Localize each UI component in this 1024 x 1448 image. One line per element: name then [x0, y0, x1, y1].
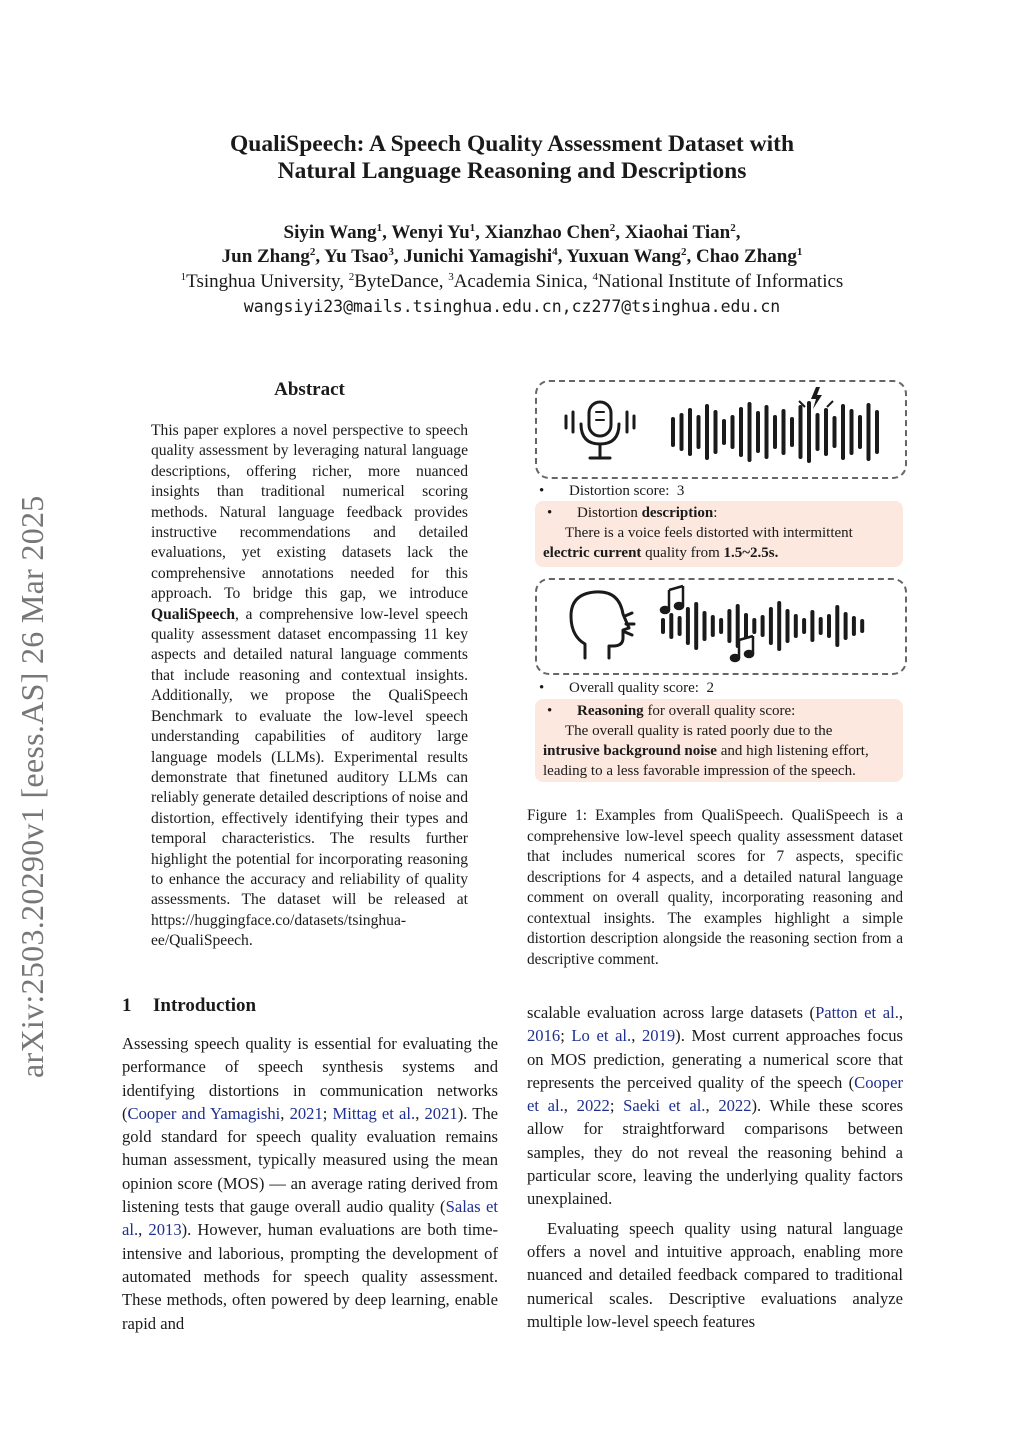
figure-caption: Figure 1: Examples from QualiSpeech. QualiSpeech is a comprehensive low-level speech quality assessment dataset that includes numerical scores for 7 aspects, specific descriptions for 4 aspects, and a detailed natural language comment on overall quality, incorporating reasoning and contextual insights. The examples highlight a simple distortion description alongside the reasoning section from a descriptive comment.	[527, 807, 903, 968]
distortion-illustration	[537, 382, 905, 477]
waveform-bars	[663, 603, 862, 649]
section-heading-introduction	[122, 995, 256, 1017]
author-affiliation: 2	[730, 222, 736, 234]
author-name: Wenyi Yu	[391, 222, 470, 243]
body-text: ). Most current approaches focus on MOS prediction, generating a numerical score that represents the perceived quality of the speech (	[527, 1026, 904, 1092]
overall-score-label: Overall quality score:	[569, 680, 699, 696]
section-title: Introduction	[153, 995, 257, 1016]
author-line-1: Siyin Wang$^1$, Wenyi Yu$^1$, Xianzhao Chen$^2$, Xiaohai Tian$^2$,	[283, 222, 741, 243]
bullet-icon: •	[539, 680, 545, 696]
contact-email[interactable]: wangsiyi23@mails.tsinghua.edu.cn,cz277@tsinghua.edu.cn	[243, 297, 781, 316]
distortion-score-item	[527, 481, 903, 501]
reasoning-suffix: for overall quality score:	[643, 703, 796, 719]
reasoning-line-1: The overall quality is rated poorly due to the	[565, 723, 833, 739]
reasoning-text: and high listening effort,	[716, 743, 869, 759]
citation-link[interactable]: Salas et al.	[122, 1197, 499, 1240]
lightning-icon	[799, 387, 833, 409]
distortion-description-header	[543, 503, 895, 523]
description-suffix: :	[713, 505, 718, 521]
distortion-keyword: electric current	[543, 545, 642, 561]
body-text: Assessing speech quality is essential for evaluating the performance of speech synthesis systems and identifying distortions in communication networks (	[122, 1034, 498, 1123]
intro-right-column	[527, 1001, 903, 1333]
author-name: Junichi Yamagishi	[403, 246, 553, 267]
body-text: ). While these scores allow for straightforward comparisons between samples, they do not reveal the reasoning behind a particular score, leaving the underlying quality factors unexplained.	[527, 1096, 904, 1209]
reasoning-header	[543, 701, 895, 721]
abstract-heading: Abstract	[274, 379, 345, 400]
author-line-2: Jun Zhang$^2$, Yu Tsao$^3$, Junichi Yamagishi$^4$, Yuxuan Wang$^2$, Chao Zhang$^1$	[221, 246, 803, 267]
citation-year-link[interactable]: 2022	[718, 1096, 752, 1116]
distortion-description-box	[535, 501, 903, 567]
reasoning-box	[535, 699, 903, 782]
author-affiliation: 1	[469, 222, 476, 234]
author-affiliation: 2	[681, 246, 687, 258]
overall-score-value: 2	[706, 680, 714, 696]
intro-left-column: Assessing speech quality is essential for evaluating the performance of speech synthesis systems and identifying distortions in communication networks (Cooper and Yamagishi, 2021; Mittag et al., 2021). The gold standard for speech quality evaluation remains human assessment, typically measured using the mean opinion score (MOS) — an average rating derived from listening tests that gauge overall audio quality (Salas et al., 2013). However, human evaluations are both time-intensive and laborious, prompting the development of automated methods for speech quality assessment. These methods, often powered by deep learning, enable rapid and	[122, 1034, 499, 1333]
author-name: Xianzhao Chen	[484, 222, 610, 243]
paragraph: scalable evaluation across large datasets (Patton et al., 2016; Lo et al., 2019). Most current approaches focus on MOS prediction, generating a numerical score that represents the perceived quality of the speech (Cooper et al., 2022; Saeki et al., 2022). While these scores allow for straightforward comparisons between samples, they do not reveal the reasoning behind a particular score, leaving the underlying quality factors unexplained.	[527, 1003, 904, 1209]
waveform-bars	[673, 403, 877, 461]
citation-link[interactable]: Mittag et al.	[332, 1103, 416, 1123]
author-name: Xiaohai Tian	[624, 222, 731, 243]
affiliation-name: Academia Sinica	[453, 271, 583, 292]
bullet-icon: •	[539, 483, 545, 499]
music-note-icon	[661, 586, 683, 613]
author-affiliation: 4	[552, 246, 558, 258]
citation-year-link[interactable]: 2021	[289, 1103, 323, 1123]
distortion-score-value: 3	[676, 483, 685, 499]
reasoning-keyword: Reasoning	[577, 703, 644, 719]
author-affiliation: 1	[796, 246, 803, 258]
microphone-icon	[566, 402, 634, 458]
section-number: 1	[122, 995, 132, 1016]
abstract-text: This paper explores a novel perspective to speech quality assessment by leveraging natural language descriptions, offering richer, more nuanced insights than traditional numerical scoring methods. Natural language feedback provides instructive recommendations and detailed evaluations, yet existing datasets lack the comprehensive annotations needed for this approach. To bridge this gap, we introduce	[151, 422, 468, 603]
bullet-icon: •	[547, 703, 553, 719]
dataset-name: QualiSpeech	[151, 605, 236, 623]
distortion-score-label: Distortion score:	[569, 483, 670, 499]
author-name: Yuxuan Wang	[566, 246, 682, 267]
citation-year-link[interactable]: 2022	[576, 1096, 610, 1116]
distortion-text-line-1: There is a voice feels distorted with intermittent	[565, 525, 853, 541]
description-keyword: description	[641, 505, 714, 521]
author-name: Siyin Wang	[283, 222, 377, 243]
citation-year-link[interactable]: 2021	[424, 1103, 458, 1123]
arxiv-identifier: arXiv:2503.20290v1 [eess.AS] 26 Mar 2025	[14, 495, 50, 1078]
paragraph: Evaluating speech quality using natural language offers a novel and intuitive approach, enabling more nuanced and detailed feedback compared to traditional numerical scales. Descriptive evaluations analyze multiple low-level speech features	[527, 1218, 903, 1331]
citation-link[interactable]: Patton et al.	[815, 1003, 899, 1022]
reasoning-line-3: leading to a less favorable impression of the speech.	[543, 763, 856, 779]
citation-year-link[interactable]: 2013	[148, 1220, 182, 1240]
body-text: scalable evaluation across large datasets (	[527, 1003, 816, 1022]
citation-year-link[interactable]: 2019	[641, 1026, 676, 1046]
citation-link[interactable]: Lo et al.	[571, 1026, 632, 1046]
author-affiliation: 2	[609, 222, 616, 234]
affiliation-number: 3	[448, 271, 454, 283]
affiliation-number: 1	[180, 271, 187, 283]
affiliations: $^1$Tsinghua University, $^2$ByteDance, $^3$Academia Sinica, $^4$National Institute of Informatics	[180, 271, 844, 292]
body-text: ). However, human evaluations are both time-intensive and laborious, prompting the development of automated methods for speech quality assessment. These methods, often powered by deep learning, enable rapid and	[122, 1220, 498, 1333]
citation-link[interactable]: Cooper and Yamagishi	[127, 1103, 281, 1123]
figure-panel-distortion	[535, 380, 907, 479]
body-text: ). The gold standard for speech quality evaluation remains human assessment, typically measured using the mean opinion score (MOS) — an average rating derived from listening tests that gauge overall audio quality (	[122, 1103, 499, 1217]
title-line-1: QualiSpeech: A Speech Quality Assessment Dataset with	[229, 131, 795, 157]
author-affiliation: 2	[309, 246, 316, 258]
author-affiliation: 1	[376, 222, 383, 234]
description-prefix: Distortion	[577, 505, 642, 521]
author-name: Jun Zhang	[221, 246, 310, 267]
reasoning-emphasis: intrusive background noise	[543, 743, 717, 759]
abstract-text: , a comprehensive low-level speech quality assessment dataset encompassing 11 key aspects and detailed natural language comments that include reasoning and contextual insights. Additionally, we propose the QualiSpeech Benchmark to evaluate the low-level speech understanding capabilities of auditory large language models (LLMs). Experimental results demonstrate that finetuned auditory LLMs can reliably generate detailed descriptions of noise and distortion, effectively identifying their types and temporal characteristics. The results further highlight the potential for incorporating reasoning to enhance the accuracy and reliability of quality assessments. The dataset will be released at https://huggingface.co/datasets/tsinghua-ee/QualiSpeech.	[151, 605, 468, 950]
speaking-head-icon	[571, 592, 634, 658]
affiliation-name: Tsinghua University	[186, 271, 340, 292]
abstract-body	[151, 421, 468, 952]
bullet-icon: •	[547, 505, 553, 521]
author-list	[0, 221, 1024, 269]
citation-link[interactable]: Cooper et al.	[527, 1072, 903, 1116]
distortion-time-range: 1.5~2.5s.	[723, 545, 779, 561]
author-name: Yu Tsao	[324, 246, 389, 267]
citation-link[interactable]: Saeki et al.	[623, 1096, 706, 1116]
author-name: Chao Zhang	[696, 246, 797, 267]
reasoning-line-2	[543, 741, 895, 761]
distortion-text-line-2	[543, 543, 895, 563]
citation-year-link[interactable]: 2016	[527, 1026, 561, 1046]
author-affiliation: 3	[388, 246, 394, 258]
affiliation-name: National Institute of Informatics	[597, 271, 844, 292]
noise-illustration	[537, 580, 905, 673]
distortion-text: quality from	[641, 545, 724, 561]
figure-panel-noise	[535, 578, 907, 675]
paper-title	[0, 131, 1024, 185]
overall-score-item	[527, 678, 903, 698]
title-line-2: Natural Language Reasoning and Descriptions	[277, 158, 747, 184]
affiliation-name: ByteDance	[354, 271, 439, 292]
affiliation-number: 2	[348, 271, 355, 283]
music-note-icon	[731, 636, 753, 661]
affiliation-number: 4	[592, 271, 598, 283]
